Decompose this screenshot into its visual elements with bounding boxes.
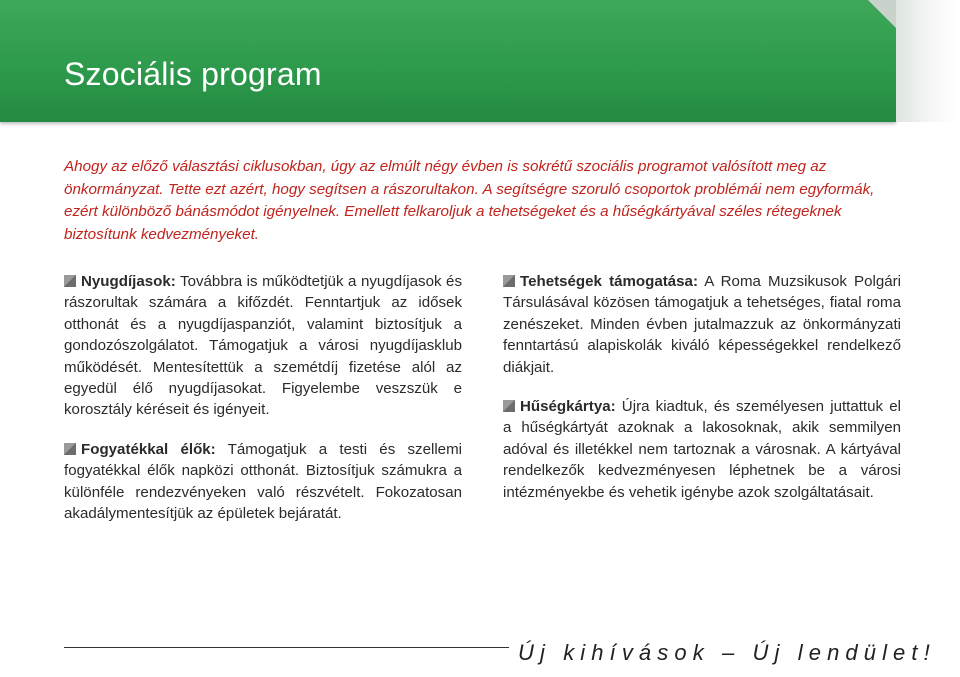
section-loyalty-card (503, 396, 901, 503)
square-bullet-icon (64, 275, 76, 287)
section-body: A Roma Muzsikusok Polgári Társulásával közösen támogatjuk a tehetséges, fiatal roma zenészeket. Minden évben jutalmazzuk az önkormányzati fenntartású alapiskolák kiváló képességekkel rendelkező diákjait. (503, 273, 901, 376)
section-pensioners (64, 271, 462, 421)
section-heading: Nyugdíjasok: (81, 273, 176, 290)
square-bullet-icon (503, 400, 515, 412)
intro-paragraph: Ahogy az előző választási ciklusokban, úgy az elmúlt négy évben is sokrétű szociális programot valósított meg az önkormányzat. Tette ezt azért, hogy segítsen a rászorultakon. A segítségre szoruló csoportok problémái nem egyformák, ezért különböző bánásmódot igényelnek. Emellett felkaroljuk a tehetségeket és a hűségkártyával széles rétegeknek biztosítunk kedvezményeket. (64, 158, 875, 243)
section-text (64, 439, 462, 525)
section-text (503, 271, 901, 378)
square-bullet-icon (503, 275, 515, 287)
section-text (64, 271, 462, 421)
section-body: Továbbra is működtetjük a nyugdíjasok és rászorultak számára a kifőzdét. Fenntartjuk az idősek otthonát és a nyugdíjaspanziót, valamint biztosítjuk a gondozószolgálatot. Támogatjuk a városi nyugdíjasklub működését. Mentesítettük a szemétdíj fizetése alól az egyedül élő nyugdíjasokat. Figyelembe veszszük e korosztály kéréseit és igényeit. (64, 273, 462, 419)
section-body: Támogatjuk a testi és szellemi fogyatékkal élők napközi otthonát. Biztosítjuk számukra a különféle rendezvényeken való részvételt. Fokozatosan akadálymentesítjük az épületek bejáratát. (64, 440, 463, 523)
square-bullet-icon (64, 443, 76, 455)
section-disabled (64, 439, 462, 525)
page-title: Szociális program (64, 56, 322, 92)
section-text (503, 396, 901, 503)
footer-divider (64, 647, 509, 648)
left-column (64, 271, 462, 542)
section-body: Újra kiadtuk, és személyesen juttattuk el a hűségkártyát azoknak a lakosoknak, akik semmilyen adóval és illetékkel nem tartoznak a városnak. A kártyával rendelkezők kedvezményesen léphetnek be a városi intézményekbe és vehetik igénybe azok szolgáltatásait. (503, 398, 901, 501)
section-heading: Tehetségek támogatása: (520, 273, 698, 290)
footer-slogan: Új kihívások – Új lendület! (518, 640, 936, 665)
page-curl-fold (868, 0, 896, 28)
section-heading: Fogyatékkal élők: (81, 440, 216, 458)
right-column (503, 271, 901, 521)
page-curl (896, 0, 960, 122)
section-talents (503, 271, 901, 378)
section-heading: Hűségkártya: (520, 398, 616, 416)
